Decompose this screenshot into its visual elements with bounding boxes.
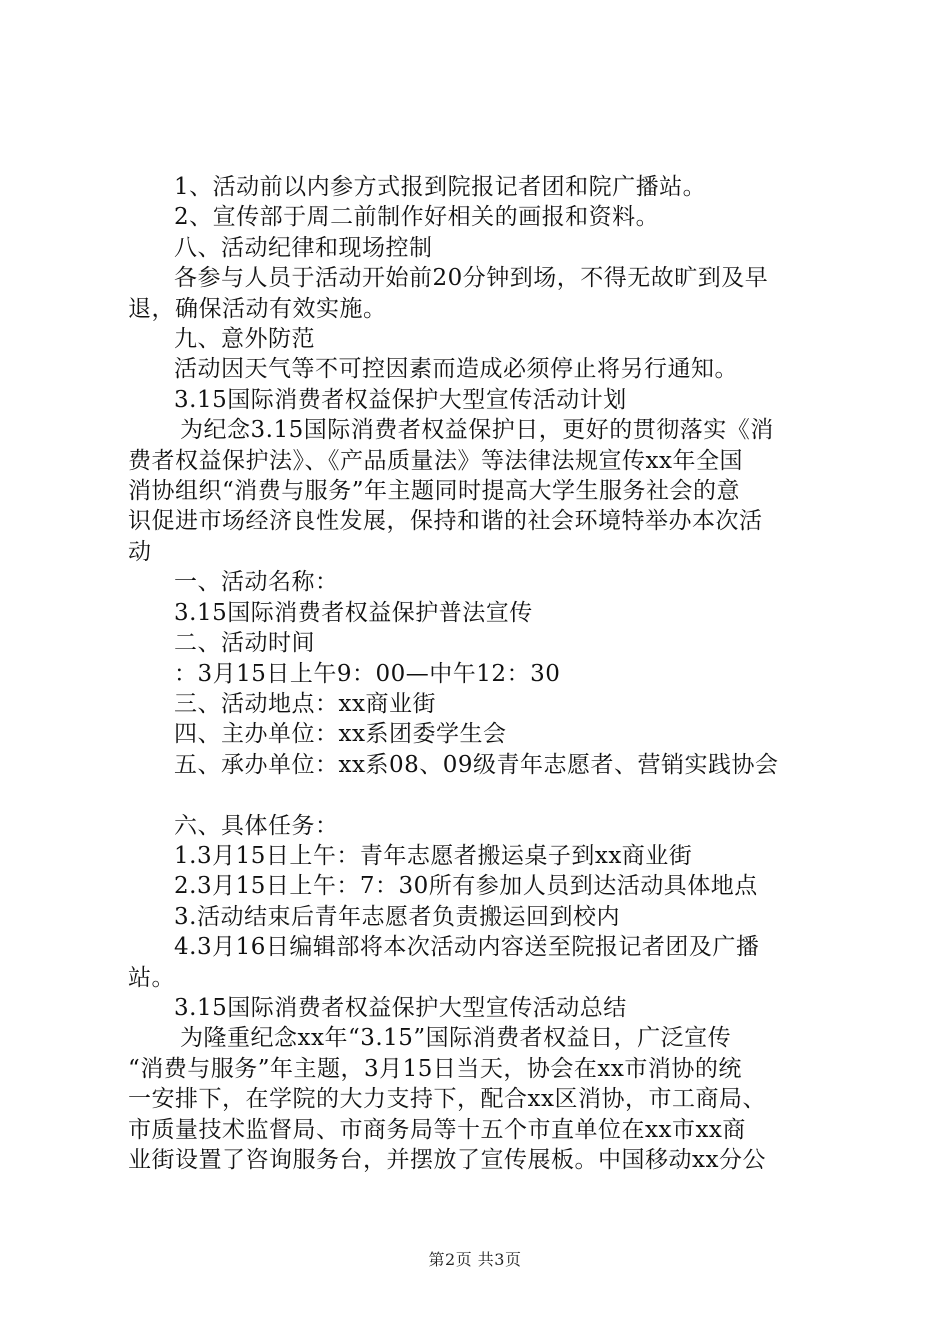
text-line: 三、活动地点：xx商业街 [174,690,436,717]
text-line: 各参与人员于活动开始前20分钟到场，不得无故旷到及早 [174,265,769,292]
text-line: 五、承办单位：xx系08、09级青年志愿者、营销实践协会 [174,751,779,778]
text-line: 3.15国际消费者权益保护普法宣传 [174,599,533,626]
text-line: 2、宣传部于周二前制作好相关的画报和资料。 [174,204,660,231]
section-heading: 一、活动名称： [174,569,339,596]
text-line: 业街设置了咨询服务台，并摆放了宣传展板。中国移动xx分公 [128,1146,766,1173]
text-line: 4.3月16日编辑部将本次活动内容送至院报记者团及广播 [174,934,760,961]
page-footer: 第2页 共3页 [428,1250,522,1269]
text-line: 一安排下，在学院的大力支持下，配合xx区消协，市工商局、 [128,1086,766,1113]
text-line: 动 [128,538,152,565]
text-line: 费者权益保护法》、《产品质量法》等法律法规宣传xx年全国 [128,447,743,474]
text-line: ：3月15日上午9：00—中午12：30 [174,660,561,687]
text-line: 1.3月15日上午：青年志愿者搬运桌子到xx商业街 [174,842,693,869]
section-heading: 二、活动时间 [174,630,315,657]
blank-line [128,780,834,810]
text-line: “消费与服务”年主题，3月15日当天，协会在xx市消协的统 [128,1055,742,1082]
document-body [128,172,834,1175]
text-line: 四、主办单位：xx系团委学生会 [174,721,507,748]
text-line: 为纪念3.15国际消费者权益保护日，更好的贯彻落实《消 [180,417,774,444]
text-line: 2.3月15日上午：7：30所有参加人员到达活动具体地点 [174,873,758,900]
section-heading: 六、具体任务： [174,812,339,839]
document-title: 3.15国际消费者权益保护大型宣传活动计划 [174,386,627,413]
text-line: 3.活动结束后青年志愿者负责搬运回到校内 [174,903,620,930]
text-line: 退，确保活动有效实施。 [128,295,387,322]
section-heading: 八、活动纪律和现场控制 [174,234,433,261]
text-line: 为隆重纪念xx年“3.15”国际消费者权益日，广泛宣传 [180,1025,732,1052]
text-line: 识促进市场经济良性发展，保持和谐的社会环境特举办本次活 [128,508,763,535]
text-line: 活动因天气等不可控因素而造成必须停止将另行通知。 [174,356,738,383]
text-line: 市质量技术监督局、市商务局等十五个市直单位在xx市xx商 [128,1116,746,1143]
text-line: 1、活动前以内参方式报到院报记者团和院广播站。 [174,174,707,200]
text-line: 消协组织“消费与服务”年主题同时提高大学生服务社会的意 [128,478,741,505]
section-heading: 九、意外防范 [174,326,315,353]
document-title: 3.15国际消费者权益保护大型宣传活动总结 [174,994,627,1021]
text-line: 站。 [128,964,175,991]
